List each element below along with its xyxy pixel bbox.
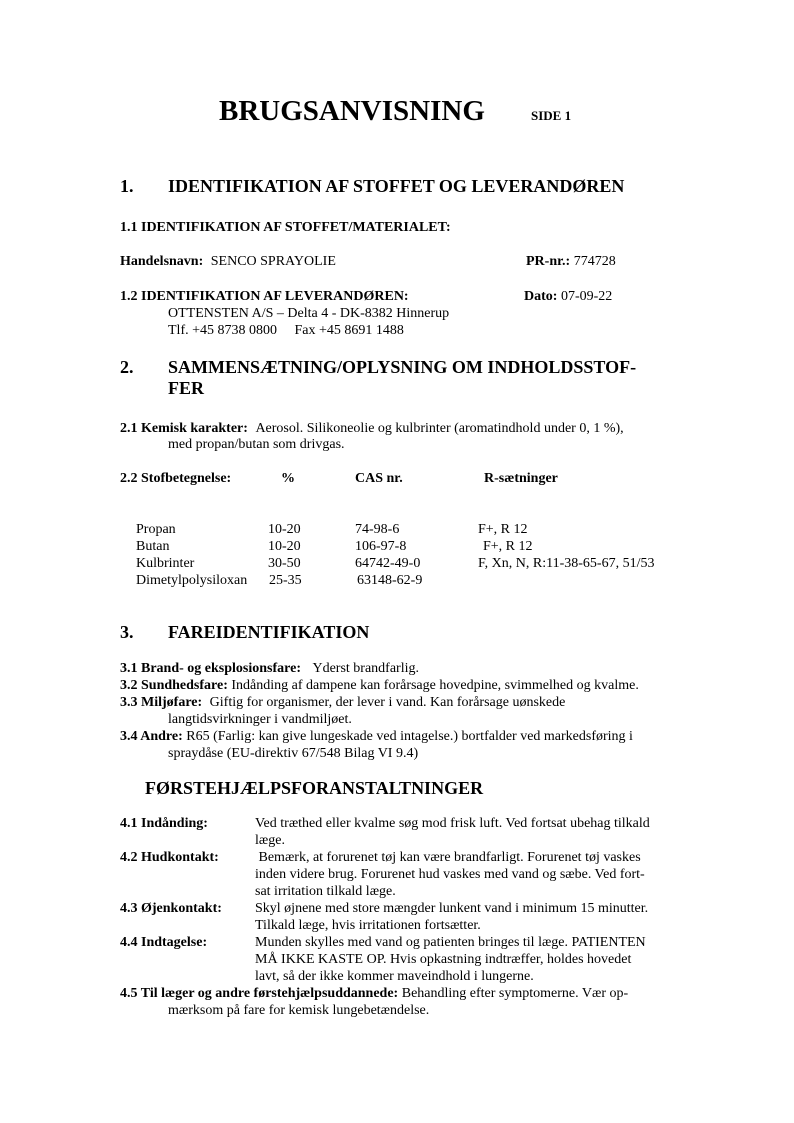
health-hazard-label: 3.2 Sundhedsfare: (120, 678, 228, 693)
pr-number-row (526, 253, 616, 270)
chemical-character-label: 2.1 Kemisk karakter: (120, 421, 248, 436)
section-1-number: 1. (120, 176, 134, 196)
substance-cas: 106-97-8 (355, 539, 407, 554)
pr-number-value: 774728 (573, 254, 616, 269)
substance-percent: 25-35 (269, 573, 302, 588)
ingestion-text: Munden skylles med vand og patienten bringes til læge. PATIENTEN (255, 935, 646, 950)
chemical-character-text: Aerosol. Silikoneolie og kulbrinter (aromatindhold under 0, 1 %), (255, 421, 624, 436)
environmental-hazard-text: Giftig for organismer, der lever i vand. Kan forårsage uønskede (209, 695, 566, 710)
other-hazard-text-2: spraydåse (EU-direktiv 67/548 Bilag VI 9.4) (168, 746, 419, 761)
section-2-number: 2. (120, 357, 134, 377)
health-hazard (120, 677, 639, 694)
physician-advice-label: 4.5 Til læger og andre førstehjælpsuddannede: (120, 986, 399, 1001)
subsection-1-2-heading: 1.2 IDENTIFIKATION AF LEVERANDØREN: (120, 289, 409, 304)
table-header-substance: 2.2 Stofbetegnelse: (120, 471, 232, 486)
fire-hazard-text: Yderst brandfarlig. (312, 661, 420, 676)
eye-contact-label: 4.3 Øjenkontakt: (120, 901, 222, 916)
substance-name: Propan (136, 522, 176, 537)
section-2-title-line1: SAMMENSÆTNING/OPLYSNING OM INDHOLDSSTOF- (168, 357, 637, 377)
date-row (524, 288, 612, 305)
substance-name: Dimetylpolysiloxan (136, 573, 248, 588)
other-hazard-text: R65 (Farlig: kan give lungeskade ved intagelse.) bortfalder ved markedsføring i (186, 729, 633, 744)
fire-hazard-label: 3.1 Brand- og eksplosionsfare: (120, 661, 301, 676)
substance-r-phrases: F, Xn, N, R:11-38-65-67, 51/53 (478, 556, 655, 571)
section-3-number: 3. (120, 622, 134, 642)
section-2-title-line2: FER (168, 378, 204, 398)
substance-cas: 64742-49-0 (355, 556, 421, 571)
section-1-title: IDENTIFIKATION AF STOFFET OG LEVERANDØREN (168, 176, 625, 196)
document-title: BRUGSANVISNING (219, 95, 485, 127)
substance-percent: 10-20 (268, 522, 301, 537)
substance-percent: 30-50 (268, 556, 301, 571)
eye-contact-text: Skyl øjnene med store mængder lunkent vand i minimum 15 minutter. (255, 901, 649, 916)
supplier-contact: Tlf. +45 8738 0800 Fax +45 8691 1488 (168, 323, 404, 338)
skin-contact-text-3: sat irritation tilkald læge. (255, 884, 396, 899)
substance-name: Kulbrinter (136, 556, 195, 571)
substance-r-phrases: F+, R 12 (478, 522, 528, 537)
fire-hazard (120, 660, 419, 677)
environmental-hazard-label: 3.3 Miljøfare: (120, 695, 203, 710)
substance-cas: 63148-62-9 (357, 573, 423, 588)
inhalation-label: 4.1 Indånding: (120, 816, 208, 831)
pr-number-label: PR-nr.: (526, 254, 571, 269)
physician-advice-text: Behandling efter symptomerne. Vær op- (401, 986, 629, 1001)
section-3-title: FAREIDENTIFIKATION (168, 622, 370, 642)
date-label: Dato: (524, 289, 558, 304)
environmental-hazard (120, 694, 565, 711)
other-hazard (120, 728, 633, 745)
skin-contact-text: Bemærk, at forurenet tøj kan være brandfarligt. Forurenet tøj vaskes (255, 850, 641, 865)
date-value: 07-09-22 (560, 289, 613, 304)
health-hazard-text: Indånding af dampene kan forårsage hovedpine, svimmelhed og kvalme. (231, 678, 639, 693)
ingestion-label: 4.4 Indtagelse: (120, 935, 208, 950)
trade-name-row (120, 253, 336, 270)
chemical-character-text-2: med propan/butan som drivgas. (168, 437, 345, 452)
inhalation-text: Ved træthed eller kvalme søg mod frisk luft. Ved fortsat ubehag tilkald (255, 816, 650, 831)
substance-r-phrases: F+, R 12 (483, 539, 533, 554)
skin-contact-text-2: inden videre brug. Forurenet hud vaskes med vand og sæbe. Ved fort- (255, 867, 645, 882)
supplier-address: OTTENSTEN A/S – Delta 4 - DK-8382 Hinnerup (168, 306, 450, 321)
substance-percent: 10-20 (268, 539, 301, 554)
substance-name: Butan (136, 539, 170, 554)
physician-advice-text-2: mærksom på fare for kemisk lungebetændelse. (168, 1003, 430, 1018)
inhalation-text-2: læge. (255, 833, 285, 848)
physician-advice (120, 985, 628, 1002)
page-number: SIDE 1 (531, 108, 572, 123)
subsection-1-1-heading: 1.1 IDENTIFIKATION AF STOFFET/MATERIALET: (120, 220, 451, 235)
table-header-percent: % (281, 471, 295, 486)
ingestion-text-3: lavt, så der ikke kommer maveindhold i lungerne. (255, 969, 534, 984)
table-header-r-phrases: R-sætninger (484, 471, 558, 486)
skin-contact-label: 4.2 Hudkontakt: (120, 850, 219, 865)
section-4-title: FØRSTEHJÆLPSFORANSTALTNINGER (145, 778, 484, 798)
ingestion-text-2: MÅ IKKE KASTE OP. Hvis opkastning indtræffer, holdes hovedet (255, 952, 632, 967)
chemical-character (120, 420, 624, 437)
substance-cas: 74-98-6 (355, 522, 400, 537)
trade-name-value: SENCO SPRAYOLIE (210, 254, 336, 269)
environmental-hazard-text-2: langtidsvirkninger i vandmiljøet. (168, 712, 352, 727)
other-hazard-label: 3.4 Andre: (120, 729, 183, 744)
table-header-cas: CAS nr. (355, 471, 403, 486)
eye-contact-text-2: Tilkald læge, hvis irritationen fortsætter. (255, 918, 481, 933)
trade-name-label: Handelsnavn: (120, 254, 204, 269)
